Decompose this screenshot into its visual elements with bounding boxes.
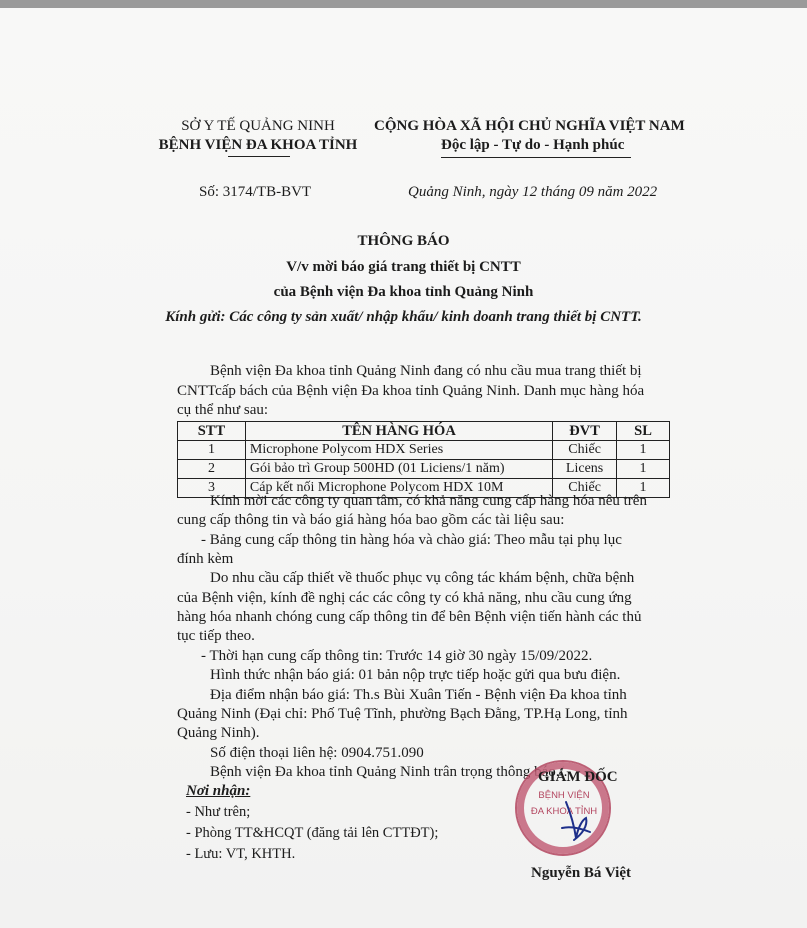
cell-unit: Chiếc	[553, 441, 617, 460]
body-place-line-1: Địa điểm nhận báo giá: Th.s Bùi Xuân Tiến - Bệnh viện Đa khoa tỉnh	[210, 687, 627, 703]
body-p3-line-4: tục tiếp theo.	[177, 628, 255, 644]
cell-quantity: 1	[617, 460, 670, 479]
stamp-text-2: ĐA KHOA TỈNH	[530, 806, 598, 817]
cell-item-name: Cáp kết nối Microphone Polycom HDX 10M	[245, 479, 552, 498]
body-p2-line-1: - Bảng cung cấp thông tin hàng hóa và chào giá: Theo mẫu tại phụ lục	[201, 532, 622, 548]
goods-table	[177, 421, 670, 498]
org-line-2: BỆNH VIỆN ĐA KHOA TỈNH	[158, 137, 358, 153]
recipient-item: - Phòng TT&HCQT (đăng tải lên CTTĐT);	[186, 825, 439, 841]
header-unit: ĐVT	[553, 422, 617, 441]
body-p3-line-1: Do nhu cầu cấp thiết về thuốc phục vụ công tác khám bệnh, chữa bệnh	[210, 570, 635, 586]
header-quantity: SL	[617, 422, 670, 441]
signature-scribble	[556, 798, 596, 844]
body-place-line-2: Quảng Ninh (Đại chỉ: Phố Tuệ Tĩnh, phường Bạch Đằng, TP.Hạ Long, tỉnh	[177, 706, 628, 722]
document-page	[0, 8, 807, 928]
body-closing: Bệnh viện Đa khoa tỉnh Quảng Ninh trân trọng thông báo./.	[210, 764, 568, 780]
org-line-1: SỞ Y TẾ QUẢNG NINH	[181, 118, 335, 134]
window-top-bar	[0, 0, 807, 8]
document-date: Quảng Ninh, ngày 12 tháng 09 năm 2022	[408, 184, 658, 200]
stamp-text-1: BỆNH VIỆN	[538, 790, 590, 801]
body-p1-line-1: Kính mời các công ty quan tâm, có khả năng cung cấp hàng hóa nêu trên	[210, 493, 647, 509]
recipient-item: - Như trên;	[186, 804, 251, 820]
body-p2-line-2: đính kèm	[177, 551, 234, 567]
signer-name: Nguyễn Bá Việt	[531, 865, 632, 881]
header-item-name: TÊN HÀNG HÓA	[245, 422, 552, 441]
body-place-line-3: Quảng Ninh).	[177, 725, 260, 741]
body-phone: Số điện thoại liên hệ: 0904.751.090	[210, 745, 424, 761]
cell-item-name: Gói bảo trì Group 500HD (01 Liciens/1 năm)	[245, 460, 552, 479]
intro-line-3: cụ thể như sau:	[177, 402, 269, 418]
recipient-item: - Lưu: VT, KHTH.	[186, 846, 296, 862]
cell-stt: 1	[178, 441, 246, 460]
document-title: THÔNG BÁO	[357, 233, 450, 249]
table-row	[178, 460, 670, 479]
recipients-title: Nơi nhận:	[186, 783, 251, 799]
document-number: Số: 3174/TB-BVT	[199, 184, 312, 200]
cell-item-name: Microphone Polycom HDX Series	[245, 441, 552, 460]
cell-quantity: 1	[617, 479, 670, 498]
cell-unit: Chiếc	[553, 479, 617, 498]
table-row	[178, 441, 670, 460]
table-header-row	[178, 422, 670, 441]
intro-line-2: CNTTcấp bách của Bệnh viện Đa khoa tỉnh Quảng Ninh. Danh mục hàng hóa	[177, 383, 645, 399]
body-method: Hình thức nhận báo giá: 01 bản nộp trực tiếp hoặc gửi qua bưu điện.	[210, 667, 621, 683]
header-stt: STT	[178, 422, 246, 441]
body-deadline: - Thời hạn cung cấp thông tin: Trước 14 giờ 30 ngày 15/09/2022.	[201, 648, 593, 664]
cell-stt: 3	[178, 479, 246, 498]
org-underline	[228, 156, 290, 157]
recipients-line: Kính gửi: Các công ty sản xuất/ nhập khẩu/ kinh doanh trang thiết bị CNTT.	[165, 309, 642, 325]
cell-quantity: 1	[617, 441, 670, 460]
cell-unit: Licens	[553, 460, 617, 479]
document-subject-1: V/v mời báo giá trang thiết bị CNTT	[286, 259, 521, 275]
nation-line-1: CỘNG HÒA XÃ HỘI CHỦ NGHĨA VIỆT NAM	[374, 118, 685, 134]
body-p1-line-2: cung cấp thông tin và báo giá hàng hóa bao gồm các tài liệu sau:	[177, 512, 565, 528]
intro-line-1: Bệnh viện Đa khoa tỉnh Quảng Ninh đang có nhu cầu mua trang thiết bị	[210, 363, 642, 379]
signer-role: GIÁM ĐỐC	[538, 769, 618, 785]
body-p3-line-2: của Bệnh viện, kính đề nghị các các công ty có khả năng, nhu cầu cung ứng	[177, 590, 632, 606]
nation-line-2: Độc lập - Tự do - Hạnh phúc	[441, 137, 625, 153]
cell-stt: 2	[178, 460, 246, 479]
nation-underline	[441, 157, 631, 158]
body-p3-line-3: hàng hóa nhanh chóng cung cấp thông tin để bên Bệnh viện tiến hành các thủ	[177, 609, 642, 625]
document-subject-2: của Bệnh viện Đa khoa tỉnh Quảng Ninh	[273, 284, 534, 300]
